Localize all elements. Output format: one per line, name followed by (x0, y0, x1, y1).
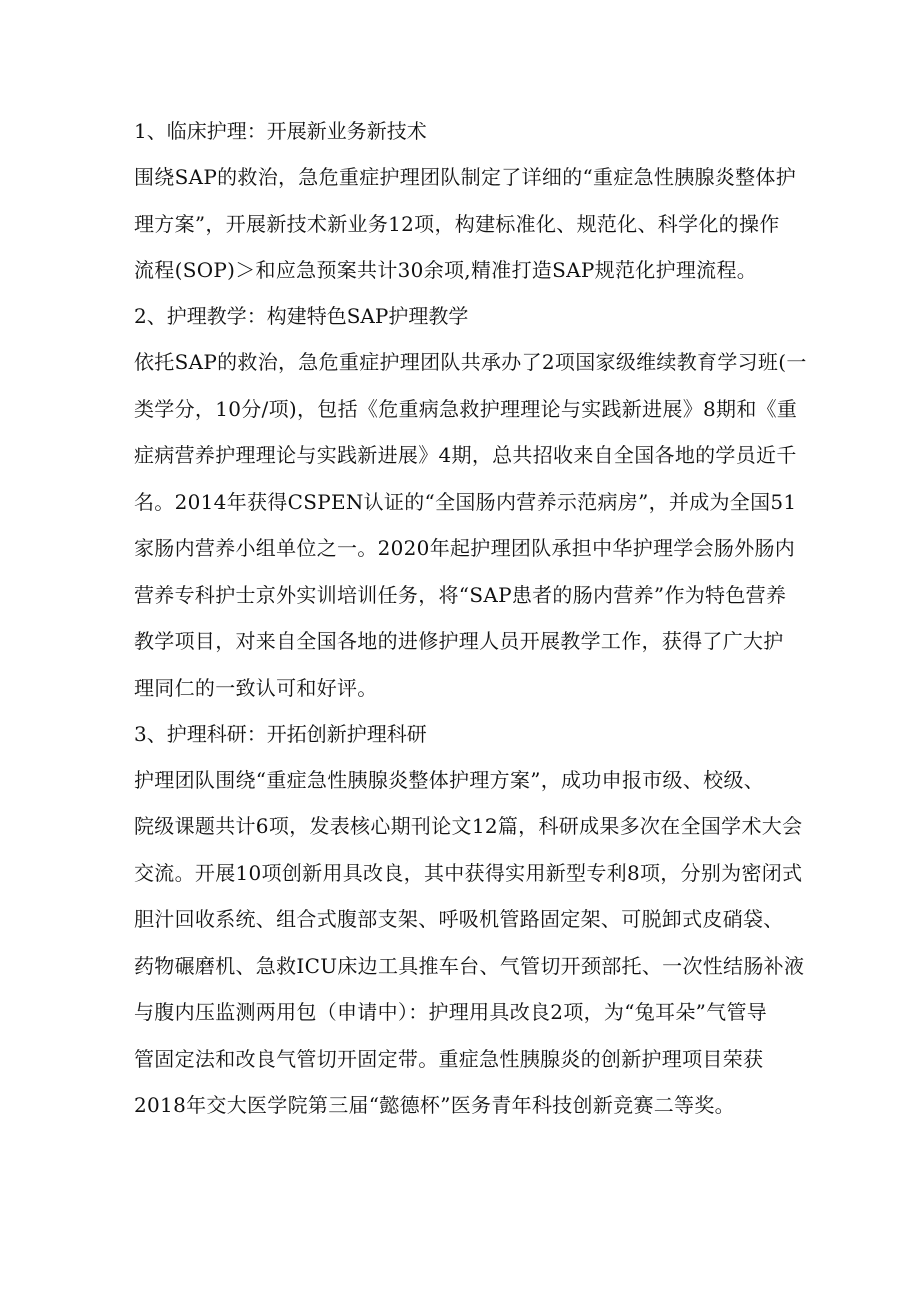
section-1-paragraph (134, 158, 797, 289)
section-3-heading: 3、护理科研：开拓创新护理科研 (134, 721, 427, 746)
text-line: 流程(SOP)＞和应急预案共计30余项,精准打造SAP规范化护理流程。 (134, 258, 758, 282)
text-line: 药物碾磨机、急救ICU床边工具推车台、气管切开颈部托、一次性结肠补液 (134, 953, 805, 978)
text-line: 院级课题共计6项，发表核心期刊论文12篇，科研成果多次在全国学术大会 (134, 814, 803, 838)
text-line: 营养专科护士京外实训培训任务，将“SAP患者的肠内营养”作为特色营养 (134, 582, 787, 607)
text-line: 交流。开展10项创新用具改良，其中获得实用新型专利8项，分别为密闭式 (134, 860, 803, 885)
text-line: 教学项目，对来自全国各地的进修护理人员开展教学工作，获得了广大护 (134, 629, 784, 653)
document-page (134, 112, 807, 1132)
text-line: 管固定法和改良气管切开固定带。重症急性胰腺炎的创新护理项目荣获 (134, 1046, 764, 1071)
text-line: 护理团队围绕“重症急性胰腺炎整体护理方案”，成功申报市级、校级、 (134, 767, 765, 792)
text-line: 类学分，10分/项)，包括《危重病急救护理理论与实践新进展》8期和《重 (134, 396, 798, 421)
text-line: 围绕SAP的救治，急危重症护理团队制定了详细的“重症急性胰腺炎整体护 (134, 165, 797, 189)
section-1-heading: 1、临床护理：开展新业务新技术 (134, 119, 427, 143)
section-2-heading: 2、护理教学：构建特色SAP护理教学 (134, 304, 469, 328)
text-line: 理方案”，开展新技术新业务12项，构建标准化、规范化、科学化的操作 (134, 211, 780, 236)
text-line: 依托SAP的救治，急危重症护理团队共承办了2项国家级维续教育学习班(一 (134, 350, 807, 374)
text-line: 理同仁的一致认可和好评。 (134, 675, 378, 700)
text-line: 胆汁回收系统、组合式腹部支架、呼吸机管路固定架、可脱卸式皮硝袋、 (134, 907, 784, 931)
text-line: 2018年交大医学院第三届“懿德杯”医务青年科技创新竞赛二等奖。 (134, 1093, 735, 1117)
text-line: 与腹内压监测两用包（申请中）：护理用具改良2项，为“兔耳朵”气管导 (134, 1000, 768, 1024)
text-line: 家肠内营养小组单位之一。2020年起护理团队承担中华护理学会肠外肠内 (134, 536, 796, 560)
text-line: 症病营养护理理论与实践新进展》4期，总共招收来自全国各地的学员近千 (134, 443, 797, 467)
section-2-paragraph (134, 343, 807, 707)
section-3-paragraph (134, 761, 805, 1125)
text-line: 名。2014年获得CSPEN认证的“全国肠内营养示范病房”，并成为全国51 (134, 489, 797, 514)
